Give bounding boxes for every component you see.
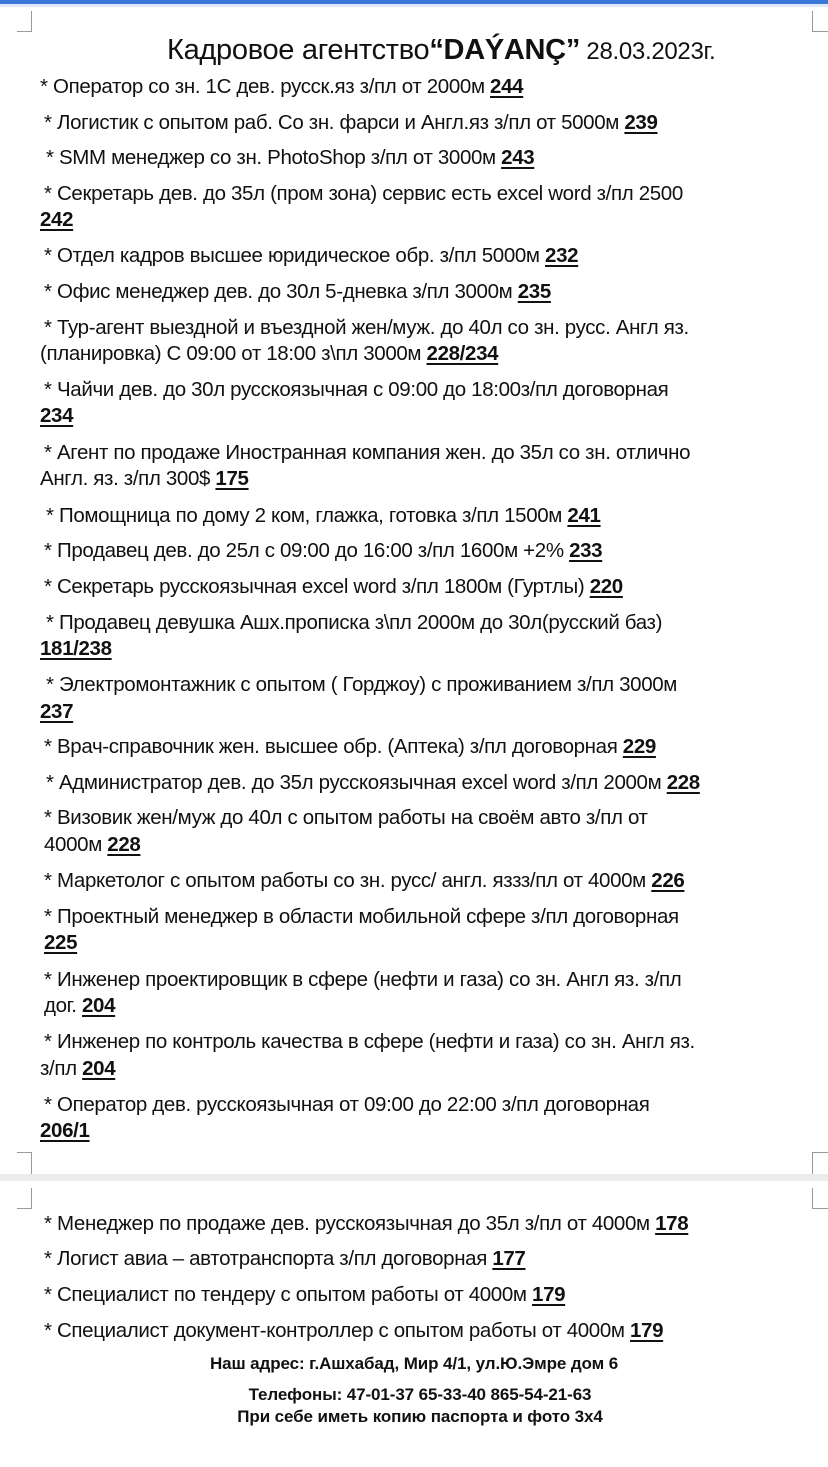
job-item: * Оператор дев. русскоязычная от 09:00 до 22:00 з/пл договорная	[44, 1093, 650, 1116]
job-item-continued	[40, 208, 73, 232]
job-code: 204	[81, 994, 116, 1017]
job-item: * Тур-агент выездной и въездной жен/муж. до 40л со зн. русс. Англ яз.	[44, 316, 689, 339]
top-bar-shadow	[0, 4, 828, 7]
job-item: * Продавец девушка Ашх.прописка з\пл 2000м до 30л(русский баз)	[46, 611, 663, 634]
job-item: * Логистик с опытом раб. Со зн. фарси и Англ.яз з/пл от 5000м 239	[44, 111, 658, 134]
page-margin-corner-top-right	[812, 11, 828, 32]
page-margin-corner-bottom-left	[17, 1152, 32, 1175]
job-item: * Секретарь русскоязычная excel word з/пл 1800м (Гуртлы) 220	[44, 575, 623, 598]
job-item-continued	[40, 637, 112, 661]
document-date: 28.03.2023г.	[580, 38, 716, 65]
job-code: 235	[517, 280, 551, 303]
job-item: * Маркетолог с опытом работы со зн. русс/ англ. яззз/пл от 4000м 226	[44, 869, 685, 892]
page-break	[0, 1174, 828, 1181]
job-code: 228	[666, 771, 700, 794]
job-item: * Специалист по тендеру с опытом работы от 4000м 179	[44, 1283, 566, 1306]
job-item-continued: 4000м 228	[44, 833, 141, 856]
footer-note: При себе иметь копию паспорта и фото 3х4	[237, 1407, 603, 1426]
job-item-continued	[40, 404, 73, 428]
job-code: 239	[624, 111, 658, 134]
job-item: * SMM менеджер со зн. PhotoShop з/пл от 3000м 243	[46, 146, 535, 169]
job-item: * Проектный менеджер в области мобильной сфере з/пл договорная	[44, 905, 679, 928]
job-code: 241	[567, 504, 601, 527]
footer-address: Наш адрес: г.Ашхабад, Мир 4/1, ул.Ю.Эмре дом 6	[209, 1354, 619, 1373]
page2-margin-corner-top-right	[812, 1188, 828, 1209]
job-item: * Чайчи дев. до 30л русскоязычная с 09:00 до 18:00з/пл договорная	[44, 378, 669, 401]
title-prefix: Кадровое агентство	[167, 34, 430, 66]
job-code: 233	[569, 539, 603, 562]
job-code: 242	[40, 208, 74, 231]
job-code: 244	[490, 75, 524, 98]
job-item-continued	[40, 700, 73, 724]
job-item: * Секретарь дев. до 35л (пром зона) сервис есть excel word з/пл 2500	[44, 182, 683, 205]
agency-brand: “DAÝANÇ”	[429, 34, 581, 66]
page-margin-corner-bottom-right	[812, 1152, 828, 1175]
job-item: * Специалист документ-контроллер с опытом работы от 4000м 179	[44, 1319, 664, 1342]
job-code: 229	[622, 735, 656, 758]
job-item-continued	[44, 931, 77, 955]
job-code: 225	[44, 931, 78, 954]
job-item: * Продавец дев. до 25л с 09:00 до 16:00 з/пл 1600м +2% 233	[44, 539, 603, 562]
job-code: 228/234	[426, 342, 499, 365]
job-item: * Электромонтажник с опытом ( Горджоу) с проживанием з/пл 3000м	[46, 673, 678, 696]
page2-margin-corner-top-left	[17, 1188, 32, 1209]
job-code: 181/238	[40, 637, 112, 660]
job-code: 179	[532, 1283, 566, 1306]
job-item-continued: (планировка) С 09:00 от 18:00 з\пл 3000м 228/234	[40, 342, 499, 365]
document-title	[167, 34, 715, 67]
job-item: * Инженер проектировщик в сфере (нефти и газа) со зн. Англ яз. з/пл	[44, 968, 682, 991]
job-item-continued: дог. 204	[44, 994, 116, 1017]
footer-phones: Телефоны: 47-01-37 65-33-40 865-54-21-63	[248, 1385, 592, 1404]
page-margin-corner-top-left	[17, 11, 32, 32]
job-item: * Помощница по дому 2 ком, глажка, готовка з/пл 1500м 241	[46, 504, 601, 527]
job-code: 178	[655, 1212, 689, 1235]
job-code: 179	[630, 1319, 664, 1342]
job-code: 206/1	[40, 1119, 90, 1142]
job-item: * Логист авиа – автотранспорта з/пл договорная 177	[44, 1247, 526, 1270]
job-code: 232	[545, 244, 579, 267]
job-code: 177	[492, 1247, 526, 1270]
job-code: 237	[40, 700, 74, 723]
job-code: 175	[215, 467, 249, 490]
job-code: 226	[651, 869, 685, 892]
job-item: * Администратор дев. до 35л русскоязычная excel word з/пл 2000м 228	[46, 771, 700, 794]
job-code: 220	[589, 575, 623, 598]
job-item: * Врач-справочник жен. высшее обр. (Аптека) з/пл договорная 229	[44, 735, 656, 758]
job-code: 243	[501, 146, 535, 169]
job-item-continued: з/пл 204	[40, 1057, 116, 1080]
job-item: * Менеджер по продаже дев. русскоязычная до 35л з/пл от 4000м 178	[44, 1212, 689, 1235]
job-item-continued: Англ. яз. з/пл 300$ 175	[40, 467, 249, 490]
job-code: 234	[40, 404, 74, 427]
job-item: * Оператор со зн. 1С дев. русск.яз з/пл от 2000м 244	[40, 75, 524, 98]
job-item: * Инженер по контроль качества в сфере (нефти и газа) со зн. Англ яз.	[44, 1030, 695, 1053]
job-item-continued	[40, 1119, 90, 1143]
job-code: 204	[82, 1057, 116, 1080]
job-item: * Агент по продаже Иностранная компания жен. до 35л со зн. отлично	[44, 441, 691, 464]
job-code: 228	[107, 833, 141, 856]
job-item: * Отдел кадров высшее юридическое обр. з/пл 5000м 232	[44, 244, 579, 267]
job-item: * Офис менеджер дев. до 30л 5-дневка з/пл 3000м 235	[44, 280, 551, 303]
job-item: * Визовик жен/муж до 40л с опытом работы на своём авто з/пл от	[44, 806, 648, 829]
